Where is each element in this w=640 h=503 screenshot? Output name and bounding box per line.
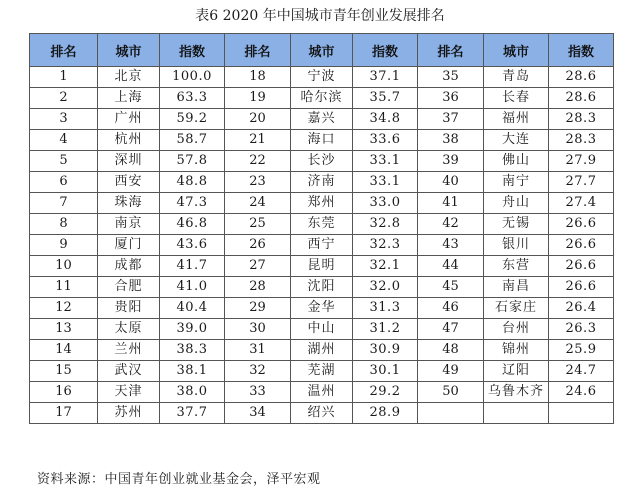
cell-rank: 15 — [30, 361, 98, 382]
cell-index: 26.6 — [549, 214, 614, 235]
cell-rank: 25 — [225, 214, 291, 235]
cell-rank: 12 — [30, 298, 98, 319]
cell-index: 35.7 — [353, 88, 418, 109]
table-row — [30, 235, 614, 256]
cell-rank: 6 — [30, 172, 98, 193]
cell-rank: 9 — [30, 235, 98, 256]
cell-index: 27.7 — [549, 172, 614, 193]
cell-city: 大连 — [484, 130, 549, 151]
cell-city: 济南 — [291, 172, 353, 193]
cell-index: 30.9 — [353, 340, 418, 361]
cell-index: 28.6 — [549, 88, 614, 109]
cell-index: 28.6 — [549, 67, 614, 88]
cell-rank: 41 — [418, 193, 484, 214]
cell-city: 中山 — [291, 319, 353, 340]
cell-rank: 36 — [418, 88, 484, 109]
table-row — [30, 67, 614, 88]
cell-index: 28.3 — [549, 130, 614, 151]
table-row — [30, 88, 614, 109]
cell-city: 温州 — [291, 382, 353, 403]
cell-city: 辽阳 — [484, 361, 549, 382]
cell-city: 哈尔滨 — [291, 88, 353, 109]
cell-index: 28.9 — [353, 403, 418, 424]
cell-city: 沈阳 — [291, 277, 353, 298]
cell-rank: 46 — [418, 298, 484, 319]
cell-rank: 13 — [30, 319, 98, 340]
cell-rank: 11 — [30, 277, 98, 298]
cell-index: 47.3 — [160, 193, 225, 214]
cell-rank: 10 — [30, 256, 98, 277]
cell-index: 26.6 — [549, 256, 614, 277]
table-body — [30, 67, 614, 424]
table-row — [30, 382, 614, 403]
cell-index: 33.1 — [353, 172, 418, 193]
cell-city: 杭州 — [98, 130, 160, 151]
cell-city: 西安 — [98, 172, 160, 193]
cell-rank: 45 — [418, 277, 484, 298]
cell-rank: 44 — [418, 256, 484, 277]
cell-index: 26.6 — [549, 277, 614, 298]
cell-index: 29.2 — [353, 382, 418, 403]
cell-rank: 33 — [225, 382, 291, 403]
header-index: 指数 — [353, 34, 418, 67]
cell-city — [484, 403, 549, 424]
cell-index: 63.3 — [160, 88, 225, 109]
cell-city: 乌鲁木齐 — [484, 382, 549, 403]
cell-city: 兰州 — [98, 340, 160, 361]
cell-rank: 20 — [225, 109, 291, 130]
cell-rank: 26 — [225, 235, 291, 256]
table-row — [30, 319, 614, 340]
table-row — [30, 109, 614, 130]
cell-index: 41.7 — [160, 256, 225, 277]
cell-city: 东营 — [484, 256, 549, 277]
cell-city: 成都 — [98, 256, 160, 277]
table-row — [30, 298, 614, 319]
cell-rank: 19 — [225, 88, 291, 109]
cell-rank: 21 — [225, 130, 291, 151]
header-rank: 排名 — [30, 34, 98, 67]
cell-index: 32.3 — [353, 235, 418, 256]
cell-city: 青岛 — [484, 67, 549, 88]
cell-index: 27.9 — [549, 151, 614, 172]
cell-index: 38.0 — [160, 382, 225, 403]
cell-index: 32.1 — [353, 256, 418, 277]
header-rank: 排名 — [418, 34, 484, 67]
cell-city: 长沙 — [291, 151, 353, 172]
cell-city: 深圳 — [98, 151, 160, 172]
cell-rank: 50 — [418, 382, 484, 403]
cell-index: 24.6 — [549, 382, 614, 403]
cell-rank: 23 — [225, 172, 291, 193]
cell-city: 长春 — [484, 88, 549, 109]
cell-rank: 35 — [418, 67, 484, 88]
cell-rank: 43 — [418, 235, 484, 256]
cell-index: 37.7 — [160, 403, 225, 424]
cell-index: 27.4 — [549, 193, 614, 214]
cell-city: 广州 — [98, 109, 160, 130]
cell-index: 26.3 — [549, 319, 614, 340]
cell-city: 北京 — [98, 67, 160, 88]
cell-rank: 37 — [418, 109, 484, 130]
cell-city: 南京 — [98, 214, 160, 235]
cell-index: 30.1 — [353, 361, 418, 382]
cell-city: 昆明 — [291, 256, 353, 277]
cell-rank: 24 — [225, 193, 291, 214]
cell-rank: 38 — [418, 130, 484, 151]
cell-city: 珠海 — [98, 193, 160, 214]
header-city: 城市 — [484, 34, 549, 67]
cell-rank: 31 — [225, 340, 291, 361]
cell-city: 绍兴 — [291, 403, 353, 424]
cell-city: 海口 — [291, 130, 353, 151]
cell-city: 南昌 — [484, 277, 549, 298]
cell-rank: 42 — [418, 214, 484, 235]
cell-city: 湖州 — [291, 340, 353, 361]
cell-index: 34.8 — [353, 109, 418, 130]
cell-rank: 5 — [30, 151, 98, 172]
cell-index: 33.6 — [353, 130, 418, 151]
cell-city: 西宁 — [291, 235, 353, 256]
cell-index: 40.4 — [160, 298, 225, 319]
cell-rank: 1 — [30, 67, 98, 88]
cell-index: 39.0 — [160, 319, 225, 340]
table-row — [30, 361, 614, 382]
cell-city: 福州 — [484, 109, 549, 130]
cell-rank: 39 — [418, 151, 484, 172]
cell-index: 100.0 — [160, 67, 225, 88]
cell-rank: 14 — [30, 340, 98, 361]
cell-rank: 22 — [225, 151, 291, 172]
cell-city: 太原 — [98, 319, 160, 340]
cell-city: 东莞 — [291, 214, 353, 235]
table-row — [30, 151, 614, 172]
cell-index: 31.2 — [353, 319, 418, 340]
table-row — [30, 214, 614, 235]
cell-rank: 17 — [30, 403, 98, 424]
cell-city: 厦门 — [98, 235, 160, 256]
cell-index: 32.8 — [353, 214, 418, 235]
cell-rank: 3 — [30, 109, 98, 130]
cell-city: 武汉 — [98, 361, 160, 382]
cell-rank: 18 — [225, 67, 291, 88]
cell-city: 台州 — [484, 319, 549, 340]
cell-rank: 49 — [418, 361, 484, 382]
table-row — [30, 172, 614, 193]
cell-city: 天津 — [98, 382, 160, 403]
cell-index: 41.0 — [160, 277, 225, 298]
cell-rank: 16 — [30, 382, 98, 403]
cell-city: 石家庄 — [484, 298, 549, 319]
cell-city: 舟山 — [484, 193, 549, 214]
cell-index: 28.3 — [549, 109, 614, 130]
cell-city: 上海 — [98, 88, 160, 109]
header-index: 指数 — [160, 34, 225, 67]
cell-city: 银川 — [484, 235, 549, 256]
cell-index: 38.3 — [160, 340, 225, 361]
cell-rank: 29 — [225, 298, 291, 319]
cell-rank: 27 — [225, 256, 291, 277]
cell-rank: 7 — [30, 193, 98, 214]
cell-city: 南宁 — [484, 172, 549, 193]
cell-index: 33.0 — [353, 193, 418, 214]
table-title: 表6 2020 年中国城市青年创业发展排名 — [195, 8, 445, 24]
table-row — [30, 256, 614, 277]
cell-index: 43.6 — [160, 235, 225, 256]
table-header-row — [30, 34, 614, 67]
cell-index: 59.2 — [160, 109, 225, 130]
cell-city: 金华 — [291, 298, 353, 319]
cell-index: 48.8 — [160, 172, 225, 193]
cell-index: 37.1 — [353, 67, 418, 88]
cell-rank: 40 — [418, 172, 484, 193]
cell-index: 32.0 — [353, 277, 418, 298]
cell-rank: 47 — [418, 319, 484, 340]
table-row — [30, 277, 614, 298]
cell-index: 26.4 — [549, 298, 614, 319]
cell-index: 31.3 — [353, 298, 418, 319]
cell-rank — [418, 403, 484, 424]
cell-rank: 8 — [30, 214, 98, 235]
cell-city: 宁波 — [291, 67, 353, 88]
cell-city: 贵阳 — [98, 298, 160, 319]
table-row — [30, 130, 614, 151]
header-index: 指数 — [549, 34, 614, 67]
cell-index: 46.8 — [160, 214, 225, 235]
source-note: 资料来源：中国青年创业就业基金会，泽平宏观 — [37, 472, 321, 487]
cell-city: 锦州 — [484, 340, 549, 361]
cell-city: 郑州 — [291, 193, 353, 214]
cell-index: 38.1 — [160, 361, 225, 382]
cell-rank: 30 — [225, 319, 291, 340]
table-row — [30, 340, 614, 361]
cell-rank: 34 — [225, 403, 291, 424]
cell-index: 26.6 — [549, 235, 614, 256]
cell-index: 58.7 — [160, 130, 225, 151]
cell-city: 合肥 — [98, 277, 160, 298]
header-city: 城市 — [98, 34, 160, 67]
cell-city: 无锡 — [484, 214, 549, 235]
cell-index: 24.7 — [549, 361, 614, 382]
cell-rank: 32 — [225, 361, 291, 382]
table-row — [30, 193, 614, 214]
cell-index: 25.9 — [549, 340, 614, 361]
cell-city: 嘉兴 — [291, 109, 353, 130]
header-city: 城市 — [291, 34, 353, 67]
table-row — [30, 403, 614, 424]
ranking-table — [29, 33, 614, 424]
cell-rank: 4 — [30, 130, 98, 151]
cell-rank: 48 — [418, 340, 484, 361]
header-rank: 排名 — [225, 34, 291, 67]
cell-city: 芜湖 — [291, 361, 353, 382]
cell-index — [549, 403, 614, 424]
cell-rank: 28 — [225, 277, 291, 298]
cell-index: 57.8 — [160, 151, 225, 172]
cell-city: 佛山 — [484, 151, 549, 172]
cell-city: 苏州 — [98, 403, 160, 424]
cell-index: 33.1 — [353, 151, 418, 172]
cell-rank: 2 — [30, 88, 98, 109]
